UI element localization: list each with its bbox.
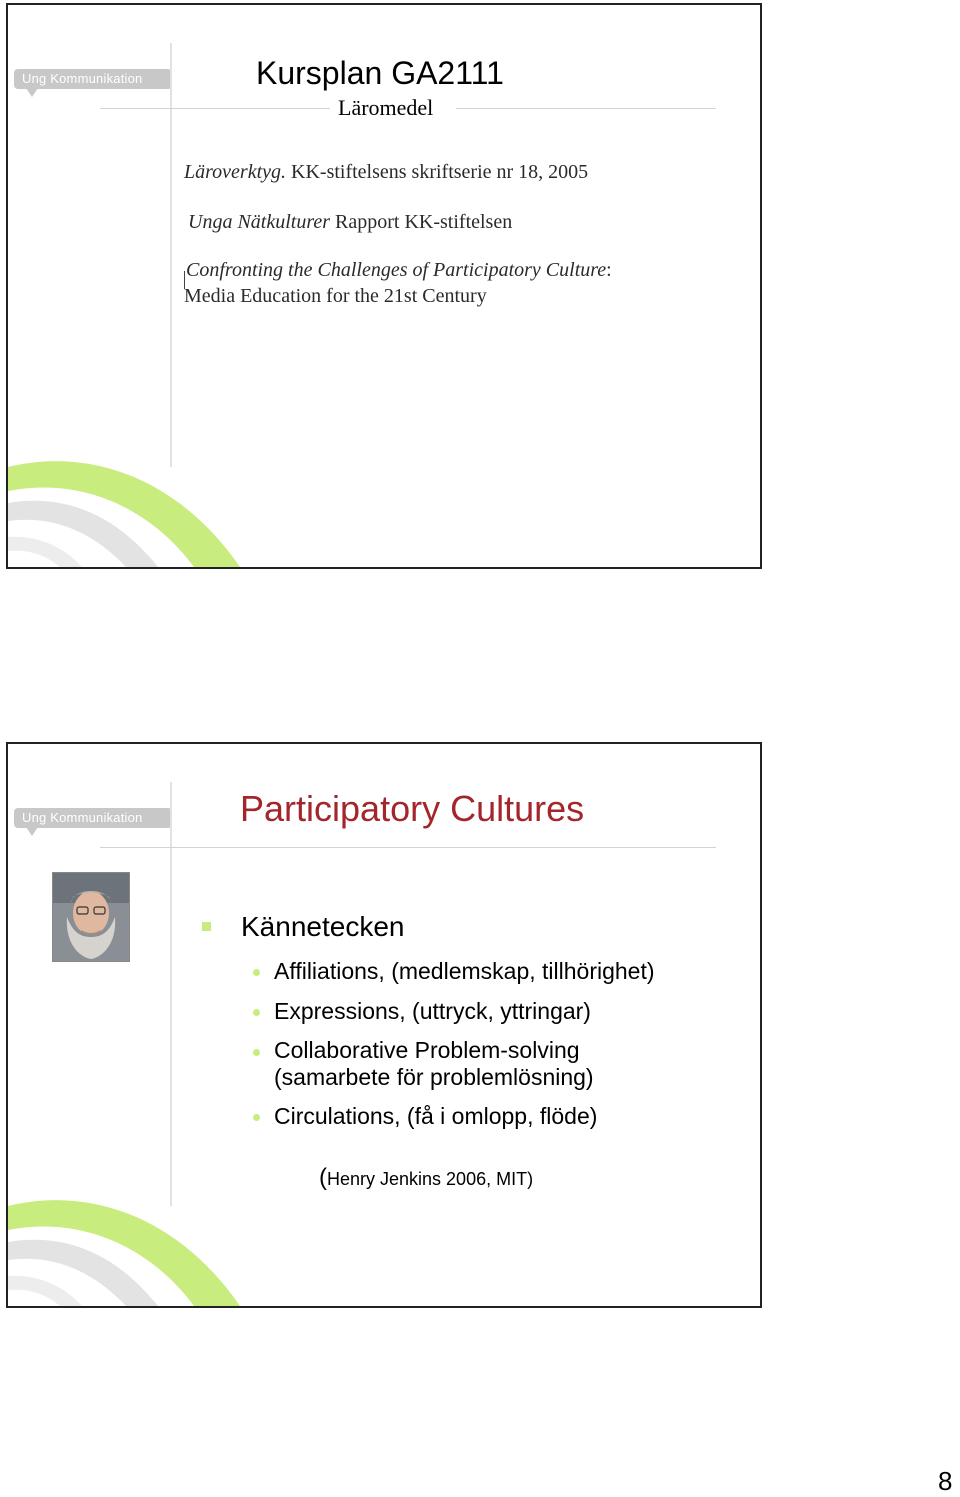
header-rule xyxy=(100,847,716,848)
page-number: 8 xyxy=(938,1466,953,1496)
list-item-continuation: (samarbete för problemlösning) xyxy=(274,1064,594,1090)
header-rule-right xyxy=(456,108,716,109)
list-item: Collaborative Problem-solving xyxy=(274,1037,580,1063)
portrait-photo xyxy=(52,872,130,962)
slide-2 xyxy=(6,742,762,1308)
reference-line: Unga Nätkulturer Rapport KK-stiftelsen xyxy=(188,211,513,233)
logo-pointer xyxy=(26,827,38,836)
logo-text: Ung Kommunikation xyxy=(22,71,143,86)
logo-pointer xyxy=(26,88,38,97)
logo-tab xyxy=(14,69,172,89)
vertical-divider xyxy=(170,782,172,1206)
dot-bullet-icon xyxy=(253,1049,260,1056)
header-rule-left xyxy=(100,108,330,109)
slide-title: Kursplan GA2111 xyxy=(256,55,504,91)
decorative-swoosh xyxy=(8,1186,248,1306)
citation: (Henry Jenkins 2006, MIT) xyxy=(319,1164,534,1191)
list-item: Expressions, (uttryck, yttringar) xyxy=(274,998,591,1024)
slide-1 xyxy=(6,3,762,569)
dot-bullet-icon xyxy=(253,1114,260,1121)
decorative-swoosh xyxy=(8,447,248,567)
slide-subtitle: Läromedel xyxy=(338,95,434,120)
reference-line: Media Education for the 21st Century xyxy=(184,285,487,307)
reference-line: Läroverktyg. KK-stiftelsens skriftserie nr 18, 2005 xyxy=(184,161,589,183)
logo-tab xyxy=(14,808,172,828)
list-item: Circulations, (få i omlopp, flöde) xyxy=(274,1103,598,1129)
vertical-divider xyxy=(170,43,172,467)
list-item: Affiliations, (medlemskap, tillhörighet) xyxy=(274,958,655,984)
reference-line: Confronting the Challenges of Participatory Culture: xyxy=(186,259,612,281)
slide-title: Participatory Cultures xyxy=(240,788,585,829)
list-heading: Kännetecken xyxy=(241,911,405,942)
dot-bullet-icon xyxy=(253,1009,260,1016)
square-bullet-icon xyxy=(202,922,211,931)
dot-bullet-icon xyxy=(253,969,260,976)
logo-text: Ung Kommunikation xyxy=(22,810,143,825)
